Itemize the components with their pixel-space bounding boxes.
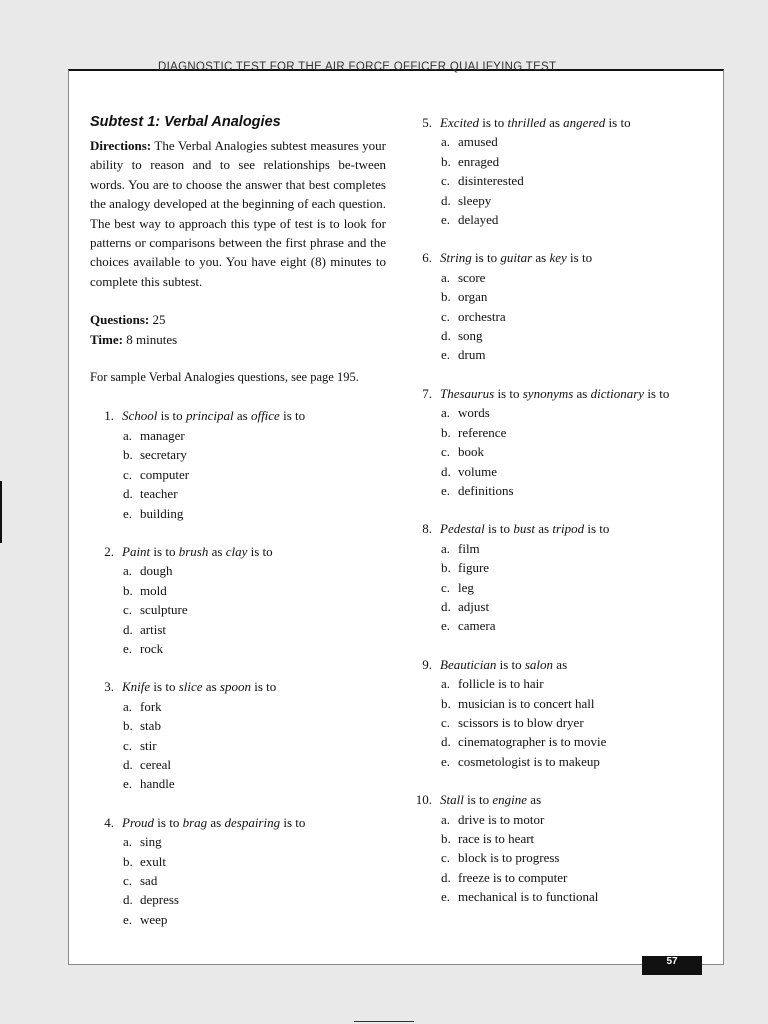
choice-text: adjust [458,598,490,614]
stem-connector: as [202,679,220,695]
answer-choice [90,832,386,851]
stem-connector: is to [150,679,179,695]
question-number: 4. [104,814,114,830]
question [408,384,708,500]
choice-letter: b. [441,695,451,711]
stem-term: Thesaurus [440,385,495,401]
answer-choice [408,848,708,867]
stem-term: brush [178,543,209,559]
question-number: 8. [422,521,432,537]
answer-choice [90,890,386,909]
choice-text: book [458,444,484,460]
stem-connector: is to [494,385,523,401]
stem-term: office [250,408,280,424]
stem-term: despairing [224,814,281,830]
choice-text: handle [140,776,175,792]
answer-choice [90,426,386,445]
answer-choice [408,732,708,751]
choice-letter: e. [123,776,133,792]
time-line [90,330,386,349]
stem-term: Pedestal [440,521,485,537]
choice-letter: c. [441,173,451,189]
questions-value: 25 [152,312,166,328]
bottom-rule [354,1021,414,1022]
choice-letter: c. [441,714,451,730]
answer-choice [408,752,708,771]
choice-letter: d. [441,734,451,750]
choice-letter: d. [441,869,451,885]
choice-text: sleepy [458,192,492,208]
choice-text: mechanical is to functional [458,889,599,905]
test-meta [90,310,386,349]
question-stem [408,113,708,132]
choice-letter: e. [441,347,451,363]
choice-letter: e. [123,640,133,656]
choice-text: follicle is to hair [458,676,544,692]
choice-text: computer [140,466,190,482]
choice-text: sing [140,834,162,850]
choice-text: sculpture [140,602,188,618]
stem-term: slice [178,679,203,695]
margin-mark [0,481,2,543]
answer-choice [90,600,386,619]
question-stem [90,406,386,425]
stem-connector: is to [279,408,306,424]
stem-connector: is to [566,250,593,266]
choice-letter: b. [441,153,451,169]
choice-text: artist [140,621,166,637]
choice-text: teacher [140,486,178,502]
stem-term: tripod [552,521,585,537]
choice-text: freeze is to computer [458,869,568,885]
answer-choice [90,639,386,658]
choice-letter: b. [123,582,133,598]
stem-term: dictionary [590,385,645,401]
stem-connector: as [532,250,550,266]
choice-text: sad [140,873,158,888]
question-number: 9. [422,656,432,672]
choice-text: fork [140,698,162,714]
answer-choice [408,713,708,732]
choice-letter: d. [123,621,133,637]
stem-connector: is to [150,543,179,559]
choice-letter: d. [123,892,133,908]
answer-choice [408,810,708,829]
answer-choice [90,561,386,580]
choice-text: reference [458,424,507,440]
choice-letter: e. [441,753,451,769]
answer-choice [408,578,708,597]
choice-letter: a. [123,427,133,443]
choice-text: enraged [458,153,500,169]
answer-choice [408,694,708,713]
choice-text: secretary [140,447,187,463]
answer-choice [408,539,708,558]
choice-letter: c. [441,444,451,460]
choice-text: scissors is to blow dryer [458,714,584,730]
answer-choice [408,171,708,190]
choice-letter: d. [123,486,133,502]
choice-text: stir [140,737,157,753]
question [408,790,708,906]
answer-choice [408,287,708,306]
answer-choice [408,558,708,577]
stem-term: principal [185,408,234,424]
left-column [90,112,386,929]
stem-term: brag [182,814,208,830]
stem-connector: is to [154,814,183,830]
answer-choice [90,755,386,774]
question-number: 2. [104,543,114,559]
choice-text: song [458,328,483,344]
question-stem [90,542,386,561]
answer-choice [408,152,708,171]
stem-term: School [122,408,158,424]
answer-choice [408,481,708,500]
choice-letter: d. [441,328,451,344]
stem-term: Knife [122,679,151,695]
choice-letter: a. [123,563,133,579]
choice-letter: c. [123,873,133,888]
answer-choice [408,829,708,848]
stem-connector: is to [280,814,306,830]
stem-connector: is to [463,792,493,808]
choice-text: cosmetologist is to makeup [458,753,600,769]
choice-letter: e. [441,889,451,905]
stem-connector: is to [605,115,631,130]
answer-choice [90,697,386,716]
choice-letter: b. [123,718,133,734]
stem-term: guitar [500,250,533,266]
stem-connector: is to [644,385,670,401]
stem-connector: as [553,656,568,672]
answer-choice [408,887,708,906]
answer-choice [90,871,386,890]
question-number: 3. [104,679,114,695]
question-stem [90,813,386,832]
stem-term: synonyms [522,385,574,401]
choice-text: rock [140,640,164,656]
choice-letter: d. [123,756,133,772]
answer-choice [90,774,386,793]
question-stem [90,677,386,696]
stem-term: Stall [440,792,464,808]
answer-choice [90,504,386,523]
question [408,519,708,635]
choice-letter: e. [441,618,451,634]
stem-term: Proud [122,814,155,830]
stem-connector: is to [250,679,277,695]
question-number: 7. [422,385,432,401]
stem-connector: as [527,792,542,808]
question-stem [408,384,708,403]
answer-choice [90,620,386,639]
time-label: Time: [90,331,123,347]
choice-text: depress [140,892,179,908]
choice-text: building [140,505,184,521]
right-question-list [408,113,708,907]
directions-label: Directions: [90,138,152,153]
question [90,542,386,658]
choice-letter: c. [123,466,133,482]
choice-letter: c. [441,850,451,866]
stem-term: spoon [219,679,251,695]
stem-term: engine [492,792,528,808]
answer-choice [408,326,708,345]
choice-letter: b. [441,831,451,846]
answer-choice [408,442,708,461]
answer-choice [408,307,708,326]
answer-choice [90,465,386,484]
choice-letter: a. [441,269,451,285]
stem-term: salon [524,656,554,672]
choice-text: exult [140,853,166,869]
stem-term: clay [225,543,248,559]
stem-term: String [440,250,472,266]
sample-note: For sample Verbal Analogies questions, see page 195. [90,370,359,385]
question-stem [408,655,708,674]
answer-choice [90,484,386,503]
stem-connector: is to [471,250,501,266]
running-header: DIAGNOSTIC TEST FOR THE AIR FORCE OFFICER QUALIFYING TEST [158,61,557,73]
choice-text: cinematographer is to movie [458,734,607,750]
stem-term: key [549,250,567,266]
question-stem [408,790,708,809]
choice-letter: a. [123,698,133,714]
answer-choice [408,210,708,229]
choice-text: manager [140,427,185,443]
stem-term: angered [563,115,606,130]
choice-letter: d. [441,192,451,208]
answer-choice [90,736,386,755]
choice-letter: a. [441,811,451,827]
question-stem [408,519,708,538]
choice-letter: b. [441,560,451,576]
question [90,677,386,793]
stem-connector: as [573,385,591,401]
choice-letter: b. [441,424,451,440]
answer-choice [90,445,386,464]
answer-choice [408,132,708,151]
stem-connector: as [545,115,564,130]
choice-letter: a. [441,676,451,692]
choice-text: camera [458,618,496,634]
answer-choice [408,462,708,481]
choice-text: film [458,540,480,556]
choice-text: score [458,269,486,285]
choice-text: mold [140,582,167,598]
stem-connector: as [208,543,226,559]
choice-text: definitions [458,482,514,498]
choice-text: delayed [458,212,499,228]
choice-text: leg [458,579,474,595]
choice-text: organ [458,289,488,305]
choice-letter: b. [123,447,133,463]
question [408,655,708,771]
stem-connector: is to [247,543,273,559]
question-number: 6. [422,250,432,266]
question [90,813,386,929]
answer-choice [90,852,386,871]
choice-letter: a. [441,405,451,421]
choice-letter: b. [123,853,133,869]
question [408,248,708,364]
stem-connector: is to [584,521,610,537]
choice-letter: c. [441,579,451,595]
question-number: 1. [104,408,114,424]
questions-label: Questions: [90,312,150,328]
choice-text: amused [458,134,498,150]
choice-letter: e. [123,505,133,521]
choice-text: volume [458,463,497,479]
answer-choice [408,268,708,287]
choice-text: drive is to motor [458,811,545,827]
directions-text: The Verbal Analogies subtest measures your ability to reason and to see relationships be-tween words. You are to choose the answer that best completes the analogy developed at the beginning of each question. The best way to approach this type of test is to look for patterns or comparisons between the first phrase and the choices available to you. You have eight (8) minutes to complete this subtest. [90,138,386,289]
answer-choice [408,423,708,442]
choice-text: musician is to concert hall [458,695,595,711]
stem-connector: is to [157,408,186,424]
choice-text: cereal [140,756,172,772]
question-number: 10. [415,792,432,808]
choice-letter: e. [123,911,133,927]
answer-choice [90,581,386,600]
stem-connector: as [534,521,553,537]
choice-letter: e. [441,212,451,228]
subtest-title: Subtest 1: Verbal Analogies [90,114,281,130]
answer-choice [90,716,386,735]
choice-letter: d. [441,463,451,479]
choice-text: disinterested [458,173,524,189]
choice-text: figure [458,560,490,576]
answer-choice [408,345,708,364]
choice-text: orchestra [458,308,506,324]
stem-term: bust [513,521,535,537]
question-stem [408,248,708,267]
directions-paragraph [90,136,386,291]
stem-connector: as [207,814,225,830]
choice-letter: d. [441,598,451,614]
choice-letter: c. [441,308,451,324]
choice-text: dough [140,563,173,579]
choice-letter: a. [441,134,451,150]
stem-term: Excited [440,115,479,130]
question [408,113,708,229]
choice-text: race is to heart [458,831,535,846]
answer-choice [408,868,708,887]
answer-choice [408,403,708,422]
stem-term: Beautician [440,656,497,672]
page-number: 57 [642,956,702,975]
left-question-list [90,406,386,929]
time-value: 8 minutes [126,331,178,347]
question-number: 5. [422,115,432,130]
stem-connector: as [233,408,251,424]
stem-term: Paint [122,543,151,559]
choice-text: weep [140,911,168,927]
answer-choice [408,616,708,635]
answer-choice [408,674,708,693]
choice-letter: c. [123,602,133,618]
questions-count-line [90,310,386,329]
choice-text: drum [458,347,486,363]
choice-letter: e. [441,482,451,498]
stem-term: thrilled [507,115,546,130]
choice-letter: a. [441,540,451,556]
choice-letter: a. [123,834,133,850]
stem-connector: is to [484,521,514,537]
choice-text: words [458,405,490,421]
answer-choice [408,597,708,616]
right-column [408,113,708,907]
choice-letter: c. [123,737,133,753]
answer-choice [90,910,386,929]
answer-choice [408,191,708,210]
stem-connector: is to [496,656,525,672]
choice-text: stab [140,718,161,734]
question [90,406,386,522]
choice-text: block is to progress [458,850,560,866]
stem-connector: is to [478,115,508,130]
choice-letter: b. [441,289,451,305]
